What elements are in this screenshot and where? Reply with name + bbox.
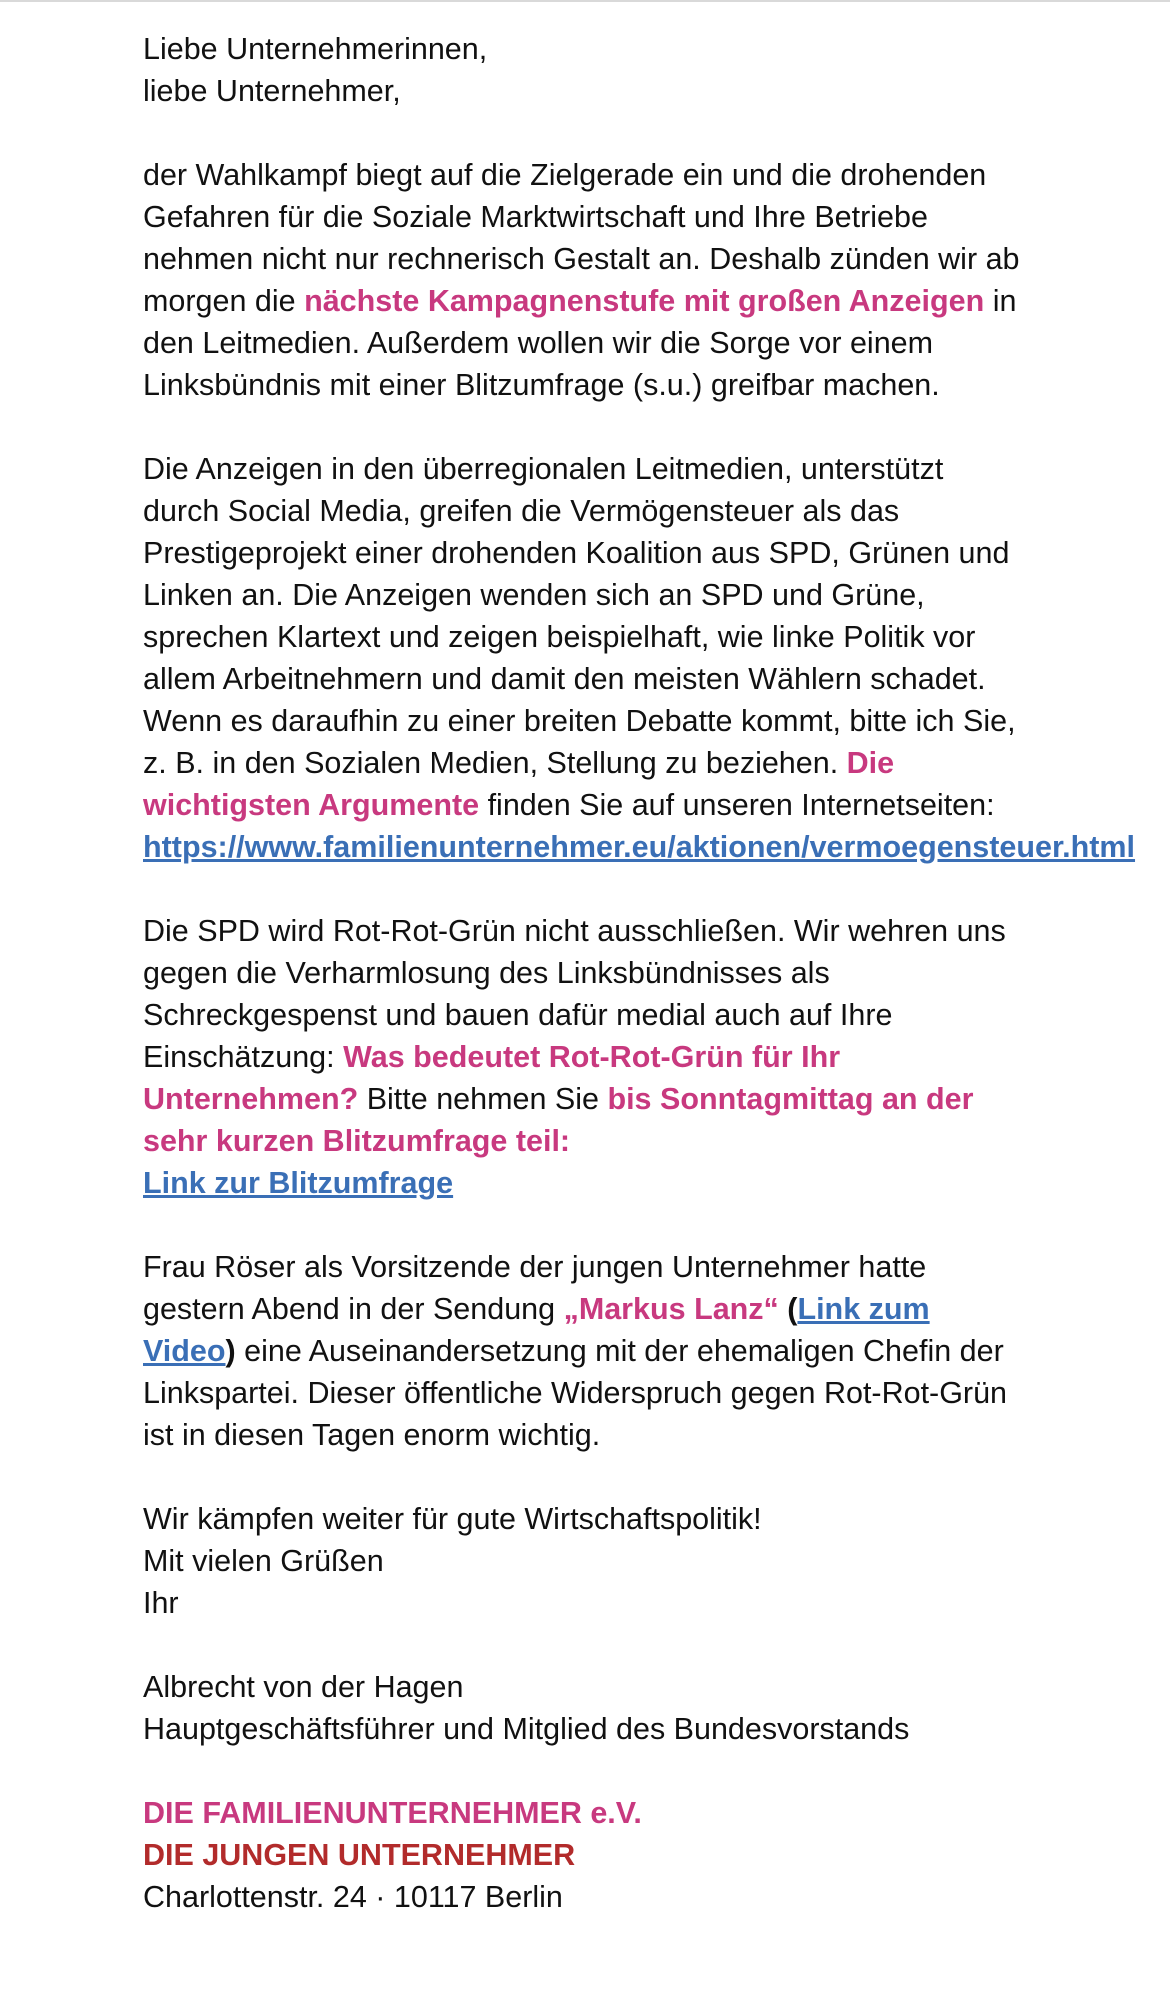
paragraph-text: eine Auseinandersetzung mit der ehemaligen Chefin der Linkspartei. Dieser öffentliche Widerspruch gegen Rot-Rot-Grün ist in diesen Tagen enorm wichtig. [143, 1334, 1008, 1452]
org-name-junge-unternehmer: DIE JUNGEN UNTERNEHMER [143, 1838, 576, 1872]
closing-line-2: Mit vielen Grüßen [143, 1544, 384, 1578]
closing-line-1: Wir kämpfen weiter für gute Wirtschaftspolitik! [143, 1502, 762, 1536]
signature [143, 1666, 1023, 1750]
paragraph-text: Die SPD wird Rot-Rot-Grün nicht ausschließen. Wir wehren uns gegen die Verharmlosung des Linksbündnisses als Schreckgespenst und bauen dafür medial auch auf Ihre Einschätzung: [143, 914, 1006, 1074]
signature-title: Hauptgeschäftsführer und Mitglied des Bundesvorstands [143, 1712, 910, 1746]
highlight-survey-deadline: bis Sonntagmittag an der sehr kurzen Blitzumfrage teil: [143, 1082, 974, 1158]
paragraph-text: in den Leitmedien. Außerdem wollen wir die Sorge vor einem Linksbündnis mit einer Blitzumfrage (s.u.) greifbar machen. [143, 284, 1017, 402]
paren-open: ( [778, 1292, 798, 1326]
paragraph-tv [143, 1246, 1023, 1456]
highlight-question: Was bedeutet Rot-Rot-Grün für Ihr Unternehmen? [143, 1040, 841, 1116]
greeting-line-1: Liebe Unternehmerinnen, [143, 32, 488, 66]
paragraph-text: Frau Röser als Vorsitzende der jungen Unternehmer hatte gestern Abend in der Sendung [143, 1250, 927, 1326]
paragraph-text: Bitte nehmen Sie [358, 1082, 608, 1116]
greeting [143, 28, 1023, 112]
org-name-familienunternehmer: DIE FAMILIENUNTERNEHMER e.V. [143, 1796, 642, 1830]
link-video[interactable]: Link zum Video [143, 1292, 930, 1368]
organization-block [143, 1792, 1023, 1918]
paragraph-text: Die Anzeigen in den überregionalen Leitmedien, unterstützt durch Social Media, greifen die Vermögensteuer als das Prestigeprojekt einer drohenden Koalition aus SPD, Grünen und Linken an. Die Anzeigen wenden sich an SPD und Grüne, sprechen Klartext und zeigen beispielhaft, wie linke Politik vor allem Arbeitnehmern und damit den meisten Wählern schadet. Wenn es daraufhin zu einer breiten Debatte kommt, bitte ich Sie, z. B. in den Sozialen Medien, Stellung zu beziehen. [143, 452, 1016, 780]
closing-line-3: Ihr [143, 1586, 179, 1620]
org-address: Charlottenstr. 24 · 10117 Berlin [143, 1880, 563, 1914]
closing [143, 1498, 1023, 1624]
paragraph-ads [143, 448, 1136, 868]
link-survey[interactable]: Link zur Blitzumfrage [143, 1166, 454, 1200]
paragraph-campaign [143, 154, 1023, 406]
paragraph-text: der Wahlkampf biegt auf die Zielgerade ein und die drohenden Gefahren für die Soziale Marktwirtschaft und Ihre Betriebe nehmen nicht nur rechnerisch Gestalt an. Deshalb zünden wir ab morgen die [143, 158, 1020, 318]
highlight-campaign-stage: nächste Kampagnenstufe mit großen Anzeigen [304, 284, 985, 318]
paragraph-text: finden Sie auf unseren Internetseiten: [479, 788, 995, 822]
greeting-line-2: liebe Unternehmer, [143, 74, 401, 108]
top-divider [0, 0, 1170, 2]
link-vermoegensteuer[interactable]: https://www.familienunternehmer.eu/aktionen/vermoegensteuer.html [143, 830, 1136, 864]
paren-close: ) [225, 1334, 236, 1368]
signature-name: Albrecht von der Hagen [143, 1670, 464, 1704]
email-body [143, 28, 1136, 1918]
paragraph-survey [143, 910, 1023, 1204]
highlight-arguments: Die wichtigsten Argumente [143, 746, 895, 822]
highlight-show-name: „Markus Lanz“ [563, 1292, 779, 1326]
